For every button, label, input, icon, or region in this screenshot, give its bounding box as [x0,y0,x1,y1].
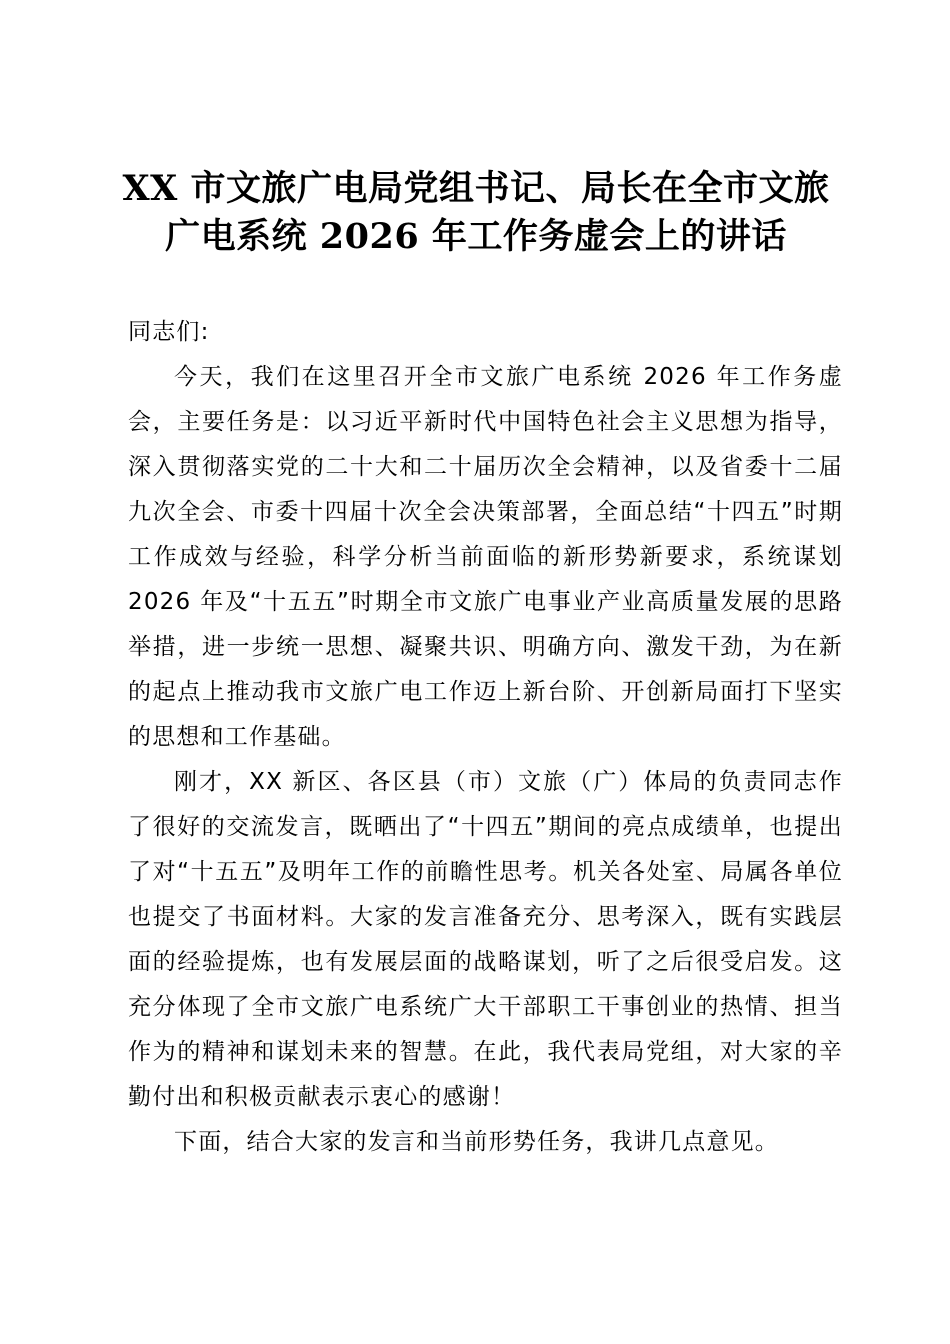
document-title [120,165,832,261]
paragraph-1: 今天，我们在这里召开全市文旅广电系统 2026 年工作务虚会，主要任务是：以习近平新时代中国特色社会主义思想为指导，深入贯彻落实党的二十大和二十届历次全会精神，以及省委十二届九次全会、市委十四届十次全会决策部署，全面总结“十四五”时期工作成效与经验，科学分析当前面临的新形势新要求，系统谋划 2026 年及“十五五”时期全市文旅广电事业产业高质量发展的思路举措，进一步统一思想、凝聚共识、明确方向、激发干劲，为在新的起点上推动我市文旅广电工作迈上新台阶、开创新局面打下坚实的思想和工作基础。 [128,364,843,750]
paragraph-2: 刚才，XX 新区、各区县（市）文旅（广）体局的负责同志作了很好的交流发言，既晒出了“十四五”期间的亮点成绩单，也提出了对“十五五”及明年工作的前瞻性思考。机关各处室、局属各单位也提交了书面材料。大家的发言准备充分、思考深入，既有实践层面的经验提炼，也有发展层面的战略谋划，听了之后很受启发。这充分体现了全市文旅广电系统广大干部职工干事创业的热情、担当作为的精神和谋划未来的智慧。在此，我代表局党组，对大家的辛勤付出和积极贡献表示衷心的感谢！ [128,769,843,1110]
salutation: 同志们: [128,319,210,345]
paragraph-3: 下面，结合大家的发言和当前形势任务，我讲几点意见。 [174,1129,779,1155]
title-line-1: XX 市文旅广电局党组书记、局长在全市文旅 [122,168,830,209]
title-line-2: 广电系统 2026 年工作务虚会上的讲话 [165,216,787,257]
document-body [128,310,843,1165]
